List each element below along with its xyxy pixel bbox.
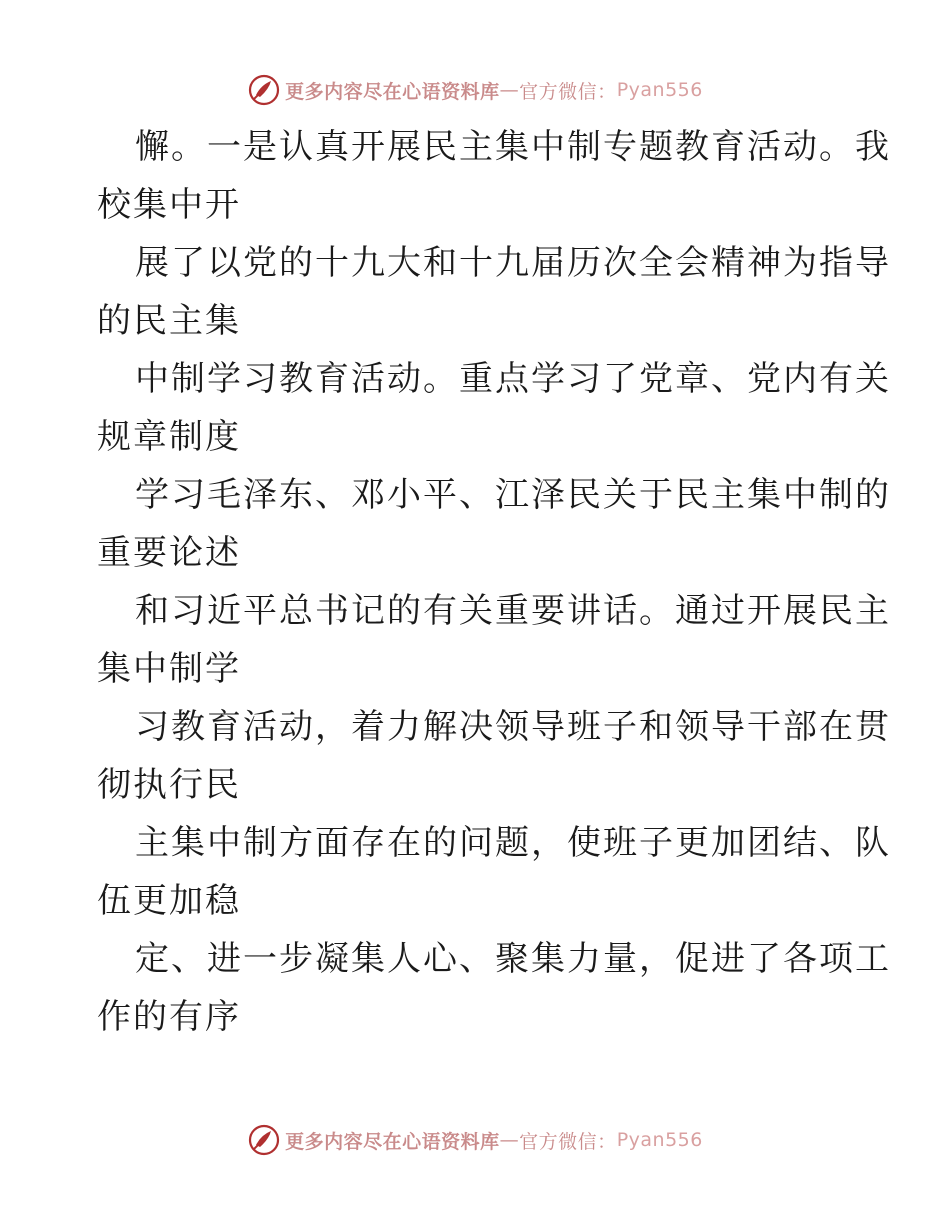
page-footer-watermark <box>0 1122 950 1158</box>
text-line: 规章制度 <box>97 417 241 457</box>
text-line: 主集中制方面存在的问题，使班子更加团结、队 <box>135 823 891 863</box>
text-line: 校集中开 <box>97 185 241 225</box>
text-line: 定、进一步凝集人心、聚集力量，促进了各项工 <box>135 939 891 979</box>
page-header-watermark <box>0 72 950 108</box>
text-line: 懈。一是认真开展民主集中制专题教育活动。我 <box>135 127 891 167</box>
watermark-wechat-label: 官方微信： <box>519 80 617 103</box>
text-line: 作的有序 <box>97 997 241 1037</box>
watermark-site-name: 更多内容尽在心语资料库 <box>285 1130 500 1153</box>
text-line: 和习近平总书记的有关重要讲话。通过开展民主 <box>135 591 891 631</box>
watermark-wechat-label: 官方微信： <box>519 1130 617 1153</box>
text-line: 中制学习教育活动。重点学习了党章、党内有关 <box>135 359 891 399</box>
watermark-dash: — <box>499 79 520 101</box>
text-line: 的民主集 <box>97 301 241 341</box>
document-body <box>97 118 891 1046</box>
watermark-wechat-id: Pyan556 <box>616 79 703 101</box>
watermark-site-name: 更多内容尽在心语资料库 <box>285 80 500 103</box>
text-line: 集中制学 <box>97 649 241 689</box>
pen-nib-logo-icon <box>247 73 281 107</box>
text-line: 展了以党的十九大和十九届历次全会精神为指导 <box>135 243 891 283</box>
text-line: 彻执行民 <box>97 765 241 805</box>
pen-nib-logo-icon <box>247 1123 281 1157</box>
text-line: 重要论述 <box>97 533 241 573</box>
text-line: 习教育活动，着力解决领导班子和领导干部在贯 <box>135 707 891 747</box>
text-line: 伍更加稳 <box>97 881 241 921</box>
watermark-wechat-id: Pyan556 <box>616 1129 703 1151</box>
text-line: 学习毛泽东、邓小平、江泽民关于民主集中制的 <box>135 475 891 515</box>
watermark-dash: — <box>499 1129 520 1151</box>
